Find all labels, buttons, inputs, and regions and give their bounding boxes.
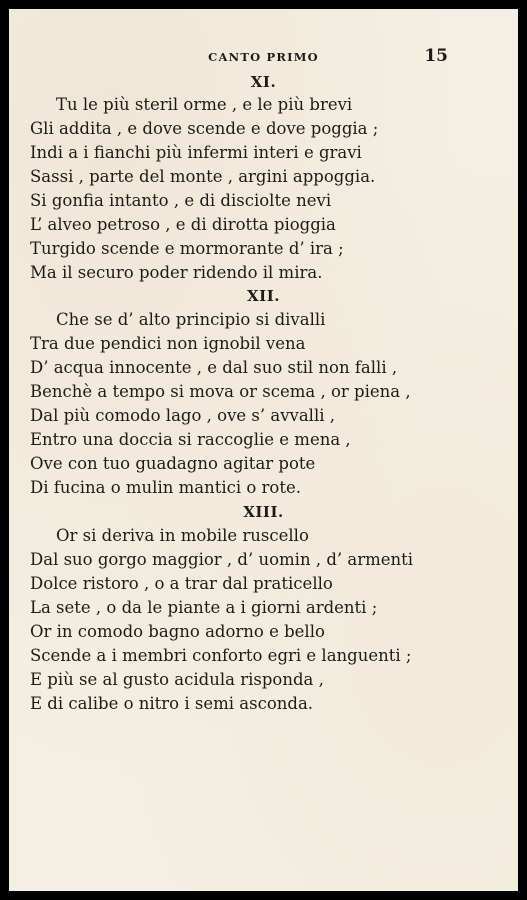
verse-line: L’ alveo petroso , e di dirotta pioggia — [30, 215, 336, 234]
book-page — [9, 9, 518, 891]
verse-line: Ove con tuo guadagno agitar pote — [30, 454, 316, 473]
bleed-through-shadow — [440, 309, 510, 499]
verse-line: Tra due pendici non ignobil vena — [30, 334, 306, 353]
verse-line: D’ acqua innocente , e dal suo stil non falli , — [30, 358, 398, 377]
verse-line: E più se al gusto acidula risponda , — [30, 670, 324, 689]
verse-line: Entro una doccia si raccoglie e mena , — [30, 430, 351, 449]
stanza-number: XIII. — [243, 503, 284, 521]
verse-line: E di calibe o nitro i semi asconda. — [30, 694, 314, 713]
verse-line: Benchè a tempo si mova or scema , or piena , — [30, 382, 411, 401]
verse-line: Tu le più steril orme , e le più brevi — [56, 95, 353, 114]
verse-line: Or in comodo bagno adorno e bello — [30, 622, 325, 641]
bleed-through-shadow — [440, 599, 510, 729]
page-header — [9, 46, 518, 66]
verse-line: Dal più comodo lago , ove s’ avvalli , — [30, 406, 336, 425]
verse-line: Or si deriva in mobile ruscello — [56, 526, 309, 545]
verse-line: Dal suo gorgo maggior , d’ uomin , d’ armenti — [30, 550, 414, 569]
verse-line: Ma il securo poder ridendo il mira. — [30, 263, 323, 282]
verse-line: Scende a i membri conforto egri e languenti ; — [30, 646, 412, 665]
verse-line: Dolce ristoro , o a trar dal praticello — [30, 574, 333, 593]
verse-line: Gli addita , e dove scende e dove poggia ; — [30, 119, 379, 138]
verse-line: Che se d’ alto principio si divalli — [56, 310, 326, 329]
verse-line: Indi a i fianchi più infermi interi e gravi — [30, 143, 362, 162]
running-head: CANTO PRIMO — [208, 50, 319, 64]
verse-line: Sassi , parte del monte , argini appoggia. — [30, 167, 376, 186]
verse-line: Turgido scende e mormorante d’ ira ; — [30, 239, 344, 258]
stanza-number: XI. — [250, 73, 277, 91]
verse-line: Si gonfia intanto , e di disciolte nevi — [30, 191, 332, 210]
bleed-through-shadow — [440, 99, 510, 299]
page-number: 15 — [424, 46, 448, 66]
verse-line: Di fucina o mulin mantici o rote. — [30, 478, 302, 497]
stanza-number: XII. — [247, 287, 280, 305]
verse-line: La sete , o da le piante a i giorni ardenti ; — [30, 598, 378, 617]
